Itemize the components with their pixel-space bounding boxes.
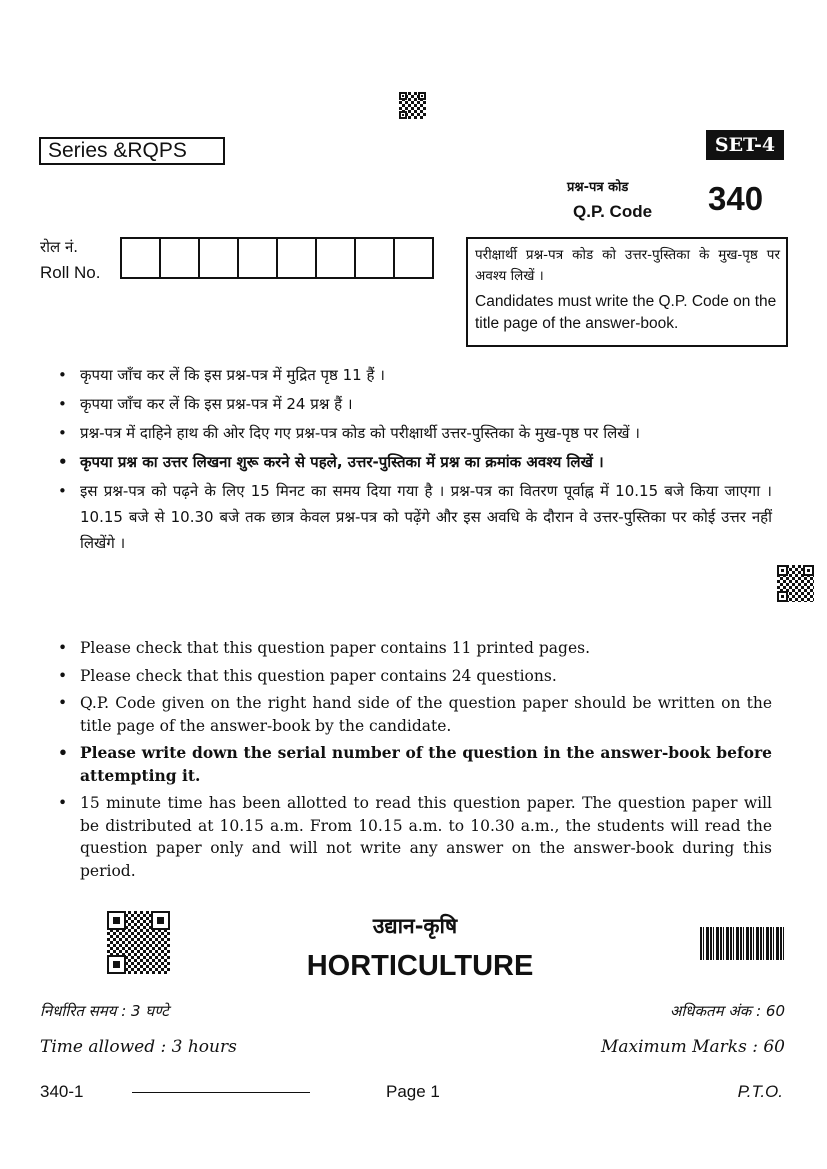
candidate-note-hindi: परीक्षार्थी प्रश्न-पत्र कोड को उत्तर-पुस्तिका के मुख-पृष्ठ पर अवश्य लिखें । <box>475 247 780 284</box>
instruction-item: • कृपया जाँच कर लें कि इस प्रश्न-पत्र में मुद्रित पृष्ठ 11 हैं । <box>54 362 772 388</box>
subject-title-hindi: उद्यान-कृषि <box>372 914 458 938</box>
max-marks: Maximum Marks : 60 <box>600 1037 785 1057</box>
footer-rule <box>132 1092 310 1093</box>
qr-code-bottom <box>107 911 170 974</box>
roll-number-boxes[interactable] <box>120 237 434 279</box>
instruction-item: • कृपया प्रश्न का उत्तर लिखना शुरू करने से पहले, उत्तर-पुस्तिका में प्रश्न का क्रमांक अवश्य लिखें । <box>54 449 772 475</box>
roll-digit-box[interactable] <box>278 237 317 279</box>
instruction-item: • इस प्रश्न-पत्र को पढ़ने के लिए 15 मिनट का समय दिया गया है । प्रश्न-पत्र का वितरण पूर्वाह्न में 10.15 बजे किया जाएगा । 10.15 बजे से 10.30 बजे तक छात्र केवल प्रश्न-पत्र को पढ़ेंगे और इस अवधि के दौरान वे उत्तर-पुस्तिका पर कोई उत्तर नहीं लिखेंगे । <box>54 478 772 556</box>
roll-digit-box[interactable] <box>317 237 356 279</box>
instruction-item: • Q.P. Code given on the right hand side of the question paper should be written on the title page of the answer-book by the candidate. <box>54 692 772 737</box>
qp-code-label-hindi: प्रश्न-पत्र कोड <box>567 180 629 195</box>
roll-digit-box[interactable] <box>395 237 434 279</box>
subject-title: HORTICULTURE <box>306 950 534 982</box>
page-number: Page 1 <box>386 1082 440 1101</box>
time-allowed: Time allowed : 3 hours <box>40 1037 237 1057</box>
instruction-item: • कृपया जाँच कर लें कि इस प्रश्न-पत्र में 24 प्रश्न हैं । <box>54 391 772 417</box>
roll-digit-box[interactable] <box>239 237 278 279</box>
instruction-item: • प्रश्न-पत्र में दाहिने हाथ की ओर दिए गए प्रश्न-पत्र कोड को परीक्षार्थी उत्तर-पुस्तिका के मुख-पृष्ठ पर लिखें । <box>54 420 772 446</box>
roll-digit-box[interactable] <box>122 237 161 279</box>
pto-label: P.T.O. <box>737 1082 783 1101</box>
roll-digit-box[interactable] <box>161 237 200 279</box>
footer-code: 340-1 <box>40 1082 84 1101</box>
instructions-english <box>54 637 772 887</box>
roll-label-hindi: रोल नं. <box>40 238 79 256</box>
max-marks-hindi: अधिकतम अंक : 60 <box>669 1002 785 1020</box>
set-badge: SET-4 <box>706 130 784 160</box>
instruction-item: • Please check that this question paper contains 11 printed pages. <box>54 637 772 660</box>
qp-code-label: Q.P. Code <box>573 202 653 221</box>
roll-label: Roll No. <box>40 263 101 282</box>
series-label: Series &RQPS <box>39 137 225 165</box>
candidate-note-english: Candidates must write the Q.P. Code on the title page of the answer-book. <box>475 293 777 332</box>
barcode <box>700 927 784 960</box>
roll-digit-box[interactable] <box>356 237 395 279</box>
qr-code-side <box>777 565 814 602</box>
instructions-hindi <box>54 362 772 559</box>
instruction-item: • Please check that this question paper contains 24 questions. <box>54 665 772 688</box>
time-allowed-hindi: निर्धारित समय : 3 घण्टे <box>40 1002 169 1020</box>
roll-digit-box[interactable] <box>200 237 239 279</box>
candidate-note-box <box>466 237 788 347</box>
qr-code-top <box>399 92 426 119</box>
qp-code-number: 340 <box>708 180 764 217</box>
instruction-item: • Please write down the serial number of the question in the answer-book before attempting it. <box>54 742 772 787</box>
instruction-item: • 15 minute time has been allotted to read this question paper. The question paper will be distributed at 10.15 a.m. From 10.15 a.m. to 10.30 a.m., the students will read the question paper only and will not write any answer on the answer-book during this period. <box>54 792 772 882</box>
